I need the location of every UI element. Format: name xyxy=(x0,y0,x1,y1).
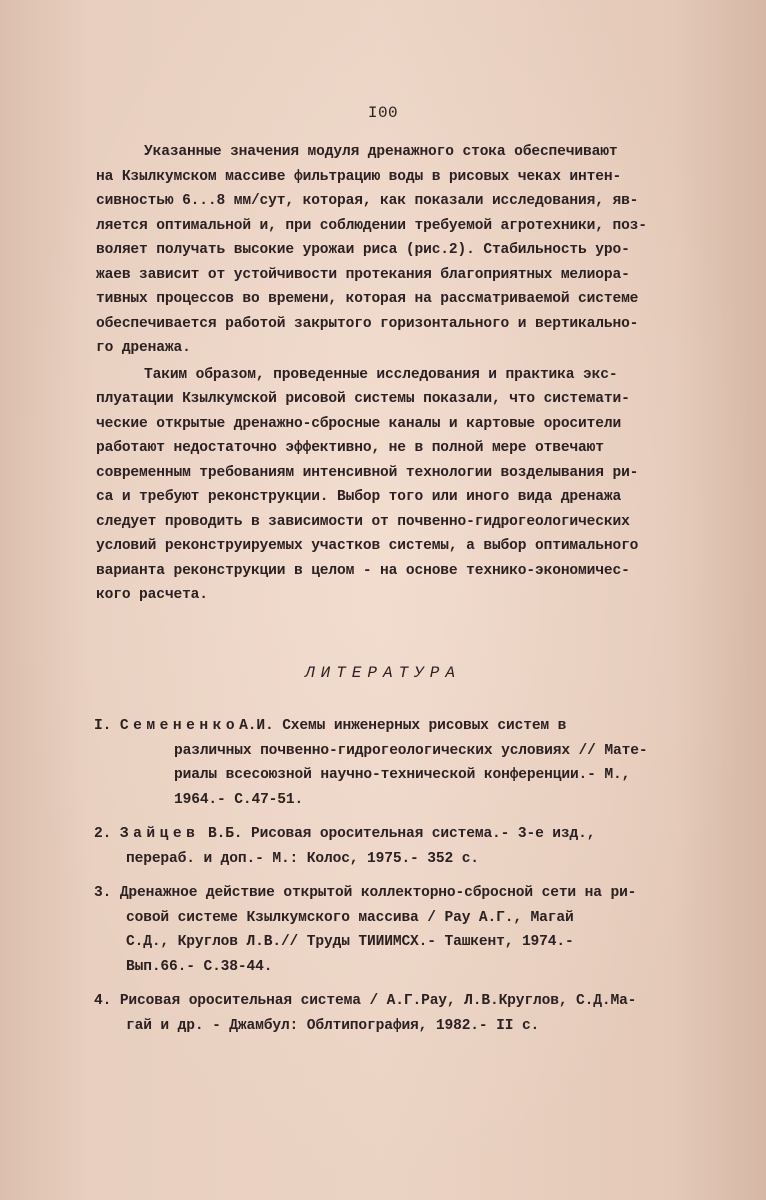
reference-number: 4. xyxy=(94,993,112,1009)
reference-author: Зайцев xyxy=(119,826,200,842)
reference-item xyxy=(94,714,754,812)
page-number: I00 xyxy=(367,104,399,122)
reference-title: Дренажное действие открытой коллекторно-сбросной сети на ри- xyxy=(119,885,637,901)
reference-initials: В.Б. xyxy=(207,826,243,842)
text-line: условий реконструируемых участков системы, а выбор оптимального xyxy=(96,538,639,554)
reference-number: 2. xyxy=(94,826,112,842)
reference-line: С.Д., Круглов Л.В.// Труды ТИИИМСХ.- Ташкент, 1974.- xyxy=(126,934,574,950)
paragraph-2 xyxy=(96,363,736,608)
reference-item xyxy=(94,822,754,871)
reference-author: Семененко xyxy=(119,718,240,734)
text-line: ляется оптимальной и, при соблюдении требуемой агротехники, поз- xyxy=(96,217,647,234)
text-line: следует проводить в зависимости от почвенно-гидрогеологических xyxy=(96,513,630,530)
text-line: работают недостаточно эффективно, не в полной мере отвечают xyxy=(96,440,604,456)
reference-line: различных почвенно-гидрогеологических условиях // Мате- xyxy=(174,742,648,759)
text-line: тивных процессов во времени, которая на рассматриваемой системе xyxy=(96,291,639,307)
reference-list xyxy=(94,714,754,1048)
text-line: го дренажа. xyxy=(96,340,191,356)
text-line: сивностью 6...8 мм/сут, которая, как показали исследования, яв- xyxy=(96,193,639,209)
reference-title: Схемы инженерных рисовых систем в xyxy=(282,718,567,734)
text-line: плуатации Кзылкумской рисовой системы показали, что системати- xyxy=(96,391,630,407)
reference-first-line xyxy=(94,989,754,1014)
reference-line: риалы всесоюзной научно-технической конференции.- М., xyxy=(174,767,631,783)
text-line: воляет получать высокие урожаи риса (рис.2). Стабильность уро- xyxy=(96,242,630,258)
text-line: обеспечивается работой закрытого горизонтального и вертикально- xyxy=(96,315,639,332)
reference-item xyxy=(94,881,754,979)
reference-first-line xyxy=(94,881,754,906)
text-line: Таким образом, проведенные исследования и практика экс- xyxy=(144,366,618,383)
reference-initials: А.И. xyxy=(239,718,274,734)
reference-first-line xyxy=(94,822,754,847)
reference-title: Рисовая оросительная система / А.Г.Рау, Л.В.Круглов, С.Д.Ма- xyxy=(119,993,637,1009)
reference-line: совой системе Кзылкумского массива / Рау А.Г., Магай xyxy=(126,909,574,926)
reference-line: 1964.- С.47-51. xyxy=(174,791,304,808)
reference-number: I. xyxy=(94,718,112,734)
reference-item xyxy=(94,989,754,1038)
body-text xyxy=(96,140,736,608)
literature-heading: ЛИТЕРАТУРА xyxy=(304,664,461,682)
reference-line: гай и др. - Джамбул: Облтипография, 1982.- II с. xyxy=(126,1017,540,1034)
text-line: на Кзылкумском массиве фильтрацию воды в рисовых чеках интен- xyxy=(96,168,622,185)
reference-first-line xyxy=(94,714,754,739)
text-line: са и требуют реконструкции. Выбор того или иного вида дренажа xyxy=(96,489,622,505)
paragraph-1 xyxy=(96,140,736,361)
reference-line: Вып.66.- С.38-44. xyxy=(126,958,273,975)
text-line: современным требованиям интенсивной технологии возделывания ри- xyxy=(96,464,639,481)
text-line: варианта реконструкции в целом - на основе технико-экономичес- xyxy=(96,562,630,579)
text-line: жаев зависит от устойчивости протекания благоприятных мелиора- xyxy=(96,266,630,283)
reference-number: 3. xyxy=(94,885,112,901)
reference-title: Рисовая оросительная система.- 3-е изд., xyxy=(251,826,596,842)
text-line: кого расчета. xyxy=(96,587,208,603)
text-line: ческие открытые дренажно-сбросные каналы и картовые оросители xyxy=(96,415,622,432)
text-line: Указанные значения модуля дренажного стока обеспечивают xyxy=(144,144,618,160)
reference-line: перераб. и доп.- М.: Колос, 1975.- 352 с. xyxy=(126,850,479,867)
